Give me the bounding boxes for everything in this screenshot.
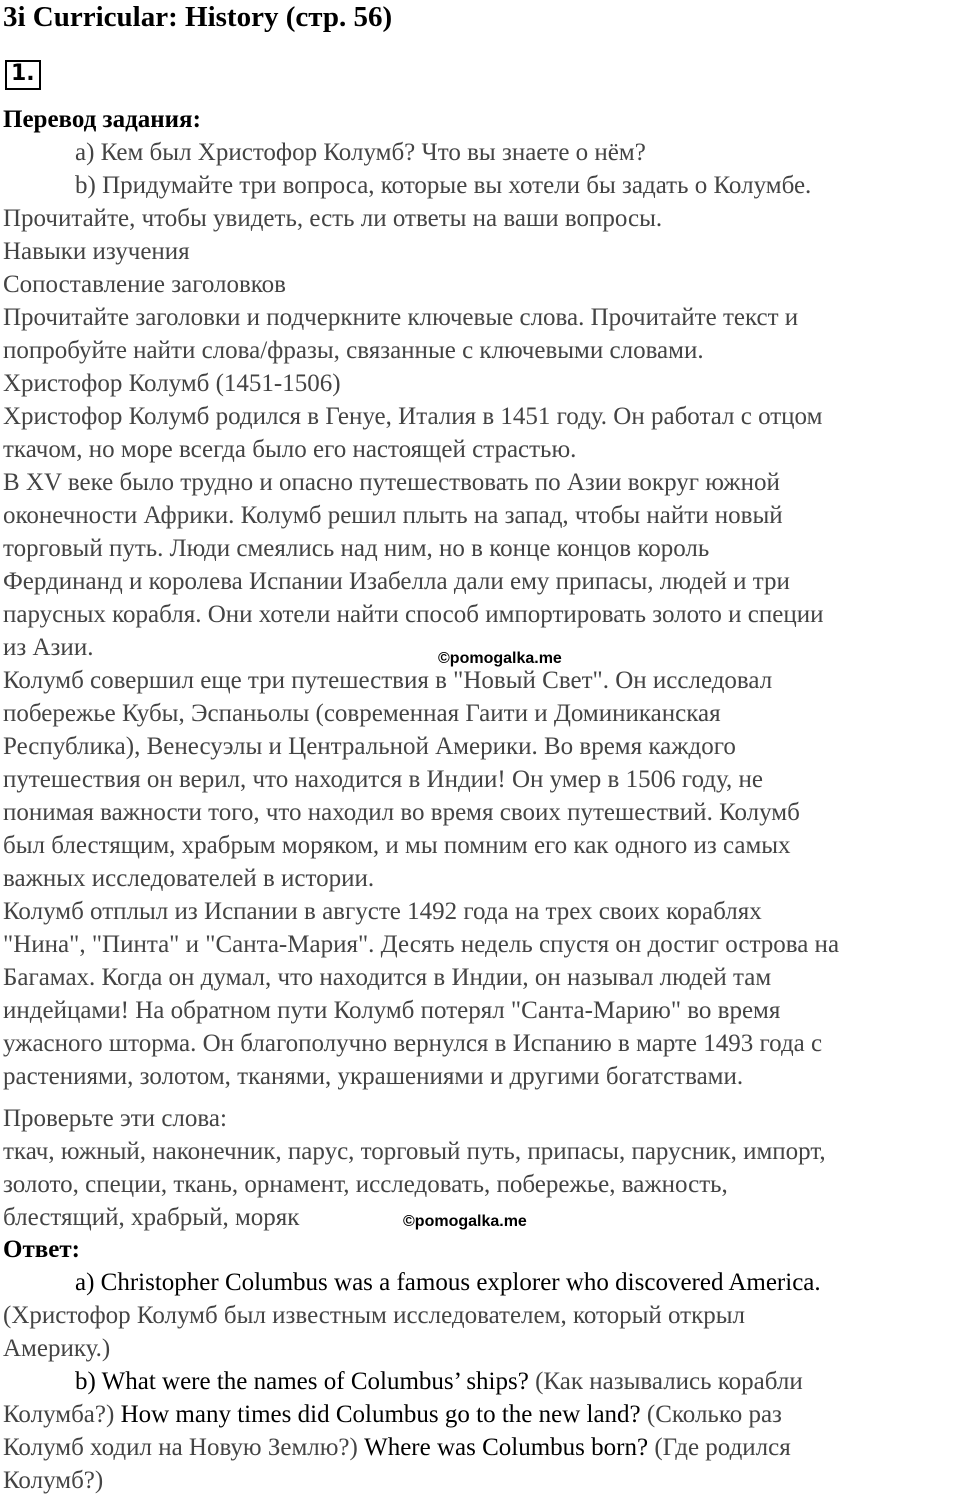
text-line: ужасного шторма. Он благополучно вернулся в Испанию в марте 1493 года с (3, 1030, 823, 1057)
answer-a-ru-line: Америку.) (3, 1335, 111, 1362)
text-line: был блестящим, храбрым моряком, и мы помним его как одного из самых (3, 832, 791, 859)
translation-text (3, 202, 958, 1093)
text-line: Колумб отплыл из Испании в августе 1492 года на трех своих кораблях (3, 898, 762, 925)
answer-a-ru-line: (Христофор Колумб был известным исследователем, который открыл (3, 1302, 746, 1329)
task-a-line: a) Кем был Христофор Колумб? Что вы знаете о нём? (75, 139, 646, 166)
answer-b-en: b) What were the names of Columbus’ ships? (75, 1368, 529, 1395)
answer-heading: Ответ: (3, 1236, 80, 1263)
vocabulary-line: блестящий, храбрый, моряк (3, 1204, 300, 1231)
answer-b-line (3, 1431, 958, 1464)
text-line: растениями, золотом, тканями, украшениями и другими богатствами. (3, 1063, 744, 1090)
document-page (3, 0, 958, 1497)
text-line: Фердинанд и королева Испании Изабелла дали ему припасы, людей и три (3, 568, 790, 595)
answer-b-ru: (Сколько раз (640, 1401, 782, 1428)
text-line: побережье Кубы, Эспаньолы (современная Гаити и Доминиканская (3, 700, 721, 727)
text-line: Христофор Колумб (1451-1506) (3, 370, 341, 397)
text-line: Прочитайте заголовки и подчеркните ключевые слова. Прочитайте текст и (3, 304, 799, 331)
text-line: попробуйте найти слова/фразы, связанные с ключевыми словами. (3, 337, 704, 364)
text-line: индейцами! На обратном пути Колумб потерял "Санта-Марию" во время (3, 997, 781, 1024)
vocabulary-line: золото, специи, ткань, орнамент, исследовать, побережье, важность, (3, 1171, 728, 1198)
answer-b-line (3, 1464, 958, 1497)
translation-heading: Перевод задания: (3, 106, 201, 133)
answer-b-line (3, 1365, 958, 1398)
answer-b-en: How many times did Columbus go to the new land? (114, 1401, 641, 1428)
text-line: оконечности Африки. Колумб решил плыть на запад, чтобы найти новый (3, 502, 783, 529)
text-line: В XV веке было трудно и опасно путешествовать по Азии вокруг южной (3, 469, 780, 496)
answer-b-en: Where was Columbus born? (357, 1434, 649, 1461)
task-b-line: b) Придумайте три вопроса, которые вы хотели бы задать о Колумбе. (75, 172, 812, 199)
text-line: ткачом, но море всегда было его настоящей страстью. (3, 436, 577, 463)
answer-a-en: a) Christopher Columbus was a famous explorer who discovered America. (75, 1269, 821, 1296)
watermark: ©pomogalka.me (438, 650, 562, 667)
text-line: путешествия он верил, что находится в Индии! Он умер в 1506 году, не (3, 766, 763, 793)
text-line: Навыки изучения (3, 238, 190, 265)
text-line: Христофор Колумб родился в Генуе, Италия в 1451 году. Он работал с отцом (3, 403, 823, 430)
text-line: Колумб совершил еще три путешествия в "Новый Свет". Он исследовал (3, 667, 773, 694)
page-title: 3i Curricular: History (стр. 56) (3, 1, 393, 33)
answer-b-ru: Колумба?) (3, 1401, 115, 1428)
text-line: Прочитайте, чтобы увидеть, есть ли ответы на ваши вопросы. (3, 205, 663, 232)
text-line: из Азии. (3, 634, 94, 661)
text-line: Республика), Венесуэлы и Центральной Америки. Во время каждого (3, 733, 736, 760)
answer-b-ru: (Где родился (648, 1434, 791, 1461)
answer-b-ru: (Как назывались корабли (528, 1368, 803, 1395)
text-line: торговый путь. Люди смеялись над ним, но в конце концов король (3, 535, 710, 562)
vocabulary-heading: Проверьте эти слова: (3, 1105, 227, 1132)
task-number-box: 1. (5, 60, 41, 90)
text-line: парусных корабля. Они хотели найти способ импортировать золото и специи (3, 601, 824, 628)
text-line: Сопоставление заголовков (3, 271, 286, 298)
text-line: понимая важности того, что находил во время своих путешествий. Колумб (3, 799, 800, 826)
answer-b-ru: Колумб ходил на Новую Землю?) (3, 1434, 358, 1461)
vocabulary-line: ткач, южный, наконечник, парус, торговый путь, припасы, парусник, импорт, (3, 1138, 826, 1165)
text-line: "Нина", "Пинта" и "Санта-Мария". Десять недель спустя он достиг острова на (3, 931, 840, 958)
text-line: Багамах. Когда он думал, что находится в Индии, он называл людей там (3, 964, 772, 991)
text-line: важных исследователей в истории. (3, 865, 375, 892)
watermark: ©pomogalka.me (403, 1213, 527, 1230)
answer-b-line (3, 1398, 958, 1431)
answer-b-ru: Колумб?) (3, 1467, 104, 1494)
